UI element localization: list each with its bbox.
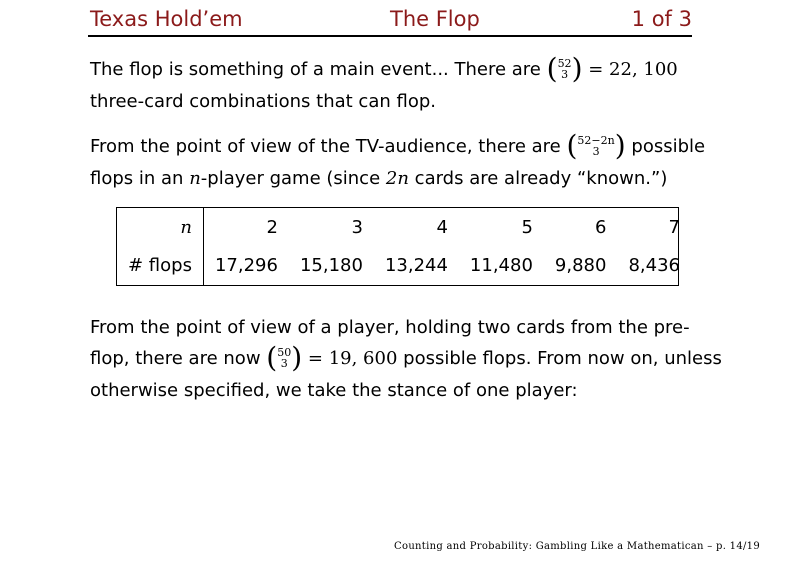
- table-cell: 8,436: [628, 255, 680, 277]
- para3-line3: otherwise specified, we take the stance of one player:: [90, 379, 578, 401]
- para1-text: The flop is something of a main event... There are: [90, 59, 541, 80]
- flops-table: [116, 207, 679, 286]
- para3-line2-a: flop, there are now: [90, 348, 261, 369]
- variable-2n: 2n: [385, 167, 409, 189]
- binom-top: 52−2n: [577, 133, 615, 147]
- para1-line2: three-card combinations that can flop.: [90, 90, 436, 112]
- binom-top: 52: [557, 56, 572, 70]
- binom-bottom: 3: [561, 67, 569, 81]
- para1-equation: = 22, 100: [588, 59, 678, 80]
- table-cell: 7: [668, 216, 680, 238]
- para2-line2-b: -player game (since: [200, 167, 381, 189]
- para3-line1: From the point of view of a player, holding two cards from the pre-: [90, 317, 690, 338]
- binom-top: 50: [277, 345, 292, 359]
- table-cell: 15,180: [299, 255, 363, 277]
- header-center-title: The Flop: [390, 7, 480, 31]
- row-header-flops: # flops: [117, 247, 203, 286]
- table-cell: 6: [594, 216, 607, 238]
- paragraph-player-view: [90, 312, 722, 406]
- binom-bottom: 3: [280, 356, 288, 370]
- para2-line2-a: flops in an: [90, 167, 184, 189]
- slide-footer: Counting and Probability: Gambling Like a Mathematican – p. 14/19: [394, 541, 760, 552]
- binom-bottom: 3: [592, 144, 600, 158]
- table-cell: 5: [521, 216, 533, 238]
- para2-text-b: possible: [631, 136, 706, 157]
- header-page-indicator: 1 of 3: [631, 7, 692, 31]
- binomial-52-2n-3: ( 52−2n 3 ): [566, 128, 626, 162]
- table-cell: 2: [266, 216, 278, 238]
- table-cell: 3: [351, 216, 363, 238]
- slide-header: [88, 5, 692, 37]
- para2-line2-c: cards are already “known.”): [414, 167, 668, 189]
- table-cell: 4: [436, 216, 448, 238]
- binomial-50-3: ( 50 3 ): [266, 340, 303, 374]
- para3-line2-b: possible flops. From now on, unless: [403, 348, 722, 369]
- binomial-52-3: ( 52 3 ): [546, 51, 583, 85]
- row-header-n: n: [117, 208, 203, 247]
- para2-text: From the point of view of the TV-audience, there are: [90, 136, 561, 157]
- paragraph-flop-combinations: [90, 51, 715, 117]
- paragraph-tv-audience: [90, 128, 715, 194]
- table-cell: 17,296: [214, 255, 278, 277]
- header-left-title: Texas Hold’em: [90, 7, 243, 31]
- para3-equation: = 19, 600: [307, 348, 398, 369]
- variable-n: n: [189, 167, 201, 189]
- table-row-flops: [117, 247, 691, 286]
- table-cell: 13,244: [384, 255, 448, 277]
- table-cell: 11,480: [469, 255, 533, 277]
- table-cell: 9,880: [554, 255, 607, 277]
- table-row-n: [117, 208, 691, 247]
